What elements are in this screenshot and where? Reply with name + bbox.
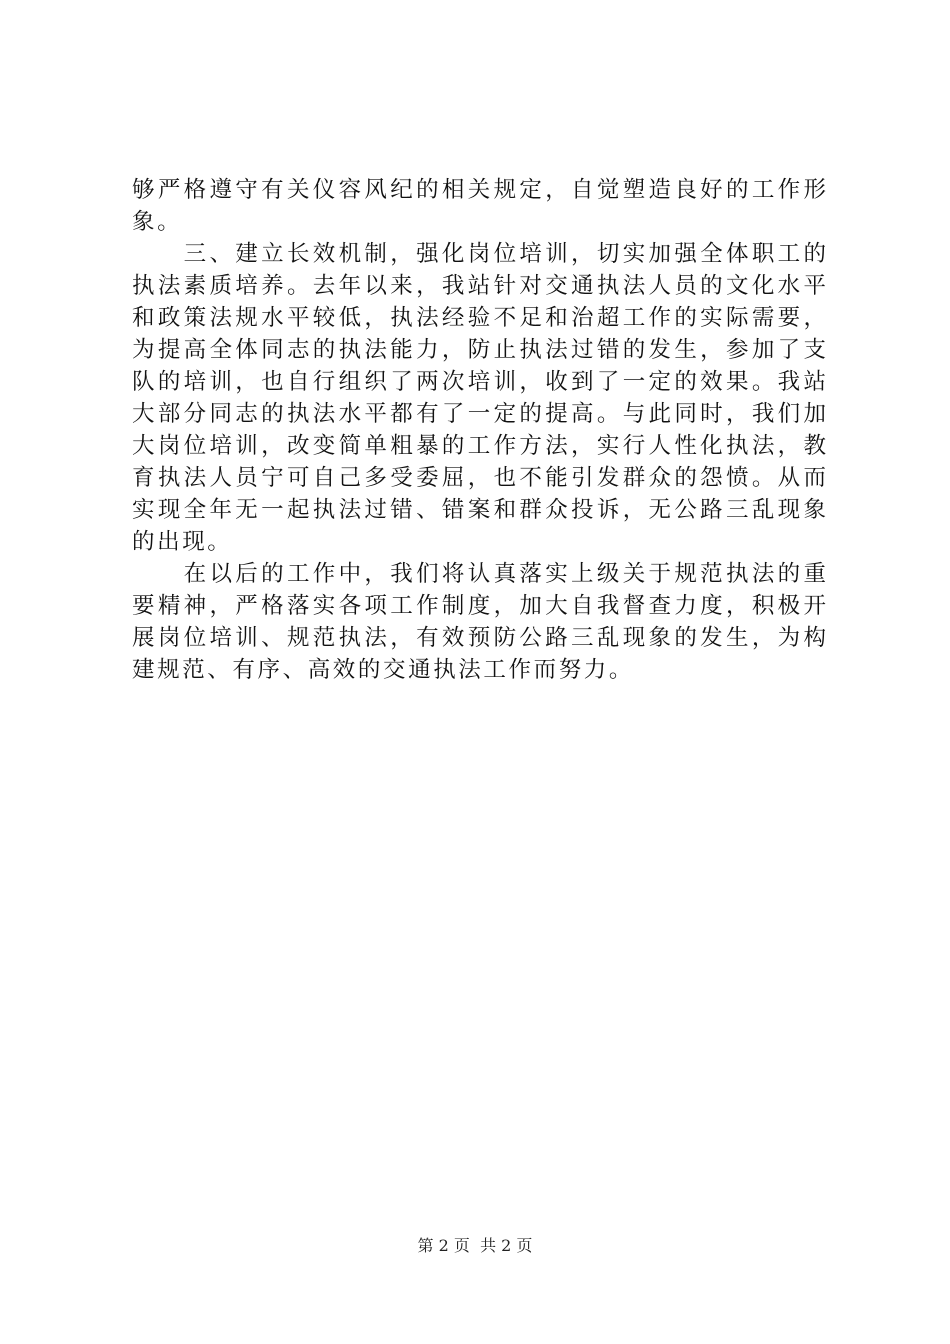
text-line: 够严格遵守有关仪容风纪的相关规定，自觉塑造良好的工作形 (132, 177, 826, 203)
text-line: 育执法人员宁可自己多受委屈，也不能引发群众的怨愤。从而 (132, 465, 826, 491)
text-line: 展岗位培训、规范执法，有效预防公路三乱现象的发生，为构 (132, 625, 826, 651)
text-line: 要精神，严格落实各项工作制度，加大自我督查力度，积极开 (132, 593, 826, 619)
page-footer (0, 1234, 950, 1258)
page-number-label: 第 2 页 共 2 页 (417, 1236, 533, 1255)
text-line: 三、建立长效机制，强化岗位培训，切实加强全体职工的 (132, 241, 826, 267)
text-line: 建规范、有序、高效的交通执法工作而努力。 (132, 657, 635, 683)
text-line: 大部分同志的执法水平都有了一定的提高。与此同时，我们加 (132, 401, 826, 427)
text-line: 的出现。 (132, 529, 233, 555)
text-line: 执法素质培养。去年以来，我站针对交通执法人员的文化水平 (132, 273, 826, 299)
text-line: 大岗位培训，改变简单粗暴的工作方法，实行人性化执法，教 (132, 433, 826, 459)
text-line: 队的培训，也自行组织了两次培训，收到了一定的效果。我站 (132, 369, 826, 395)
text-line: 象。 (132, 209, 183, 235)
text-line: 和政策法规水平较低，执法经验不足和治超工作的实际需要， (132, 305, 826, 331)
text-line: 为提高全体同志的执法能力，防止执法过错的发生，参加了支 (132, 337, 826, 363)
text-line: 在以后的工作中，我们将认真落实上级关于规范执法的重 (132, 561, 826, 587)
document-body (132, 174, 826, 686)
text-line: 实现全年无一起执法过错、错案和群众投诉，无公路三乱现象 (132, 497, 826, 523)
